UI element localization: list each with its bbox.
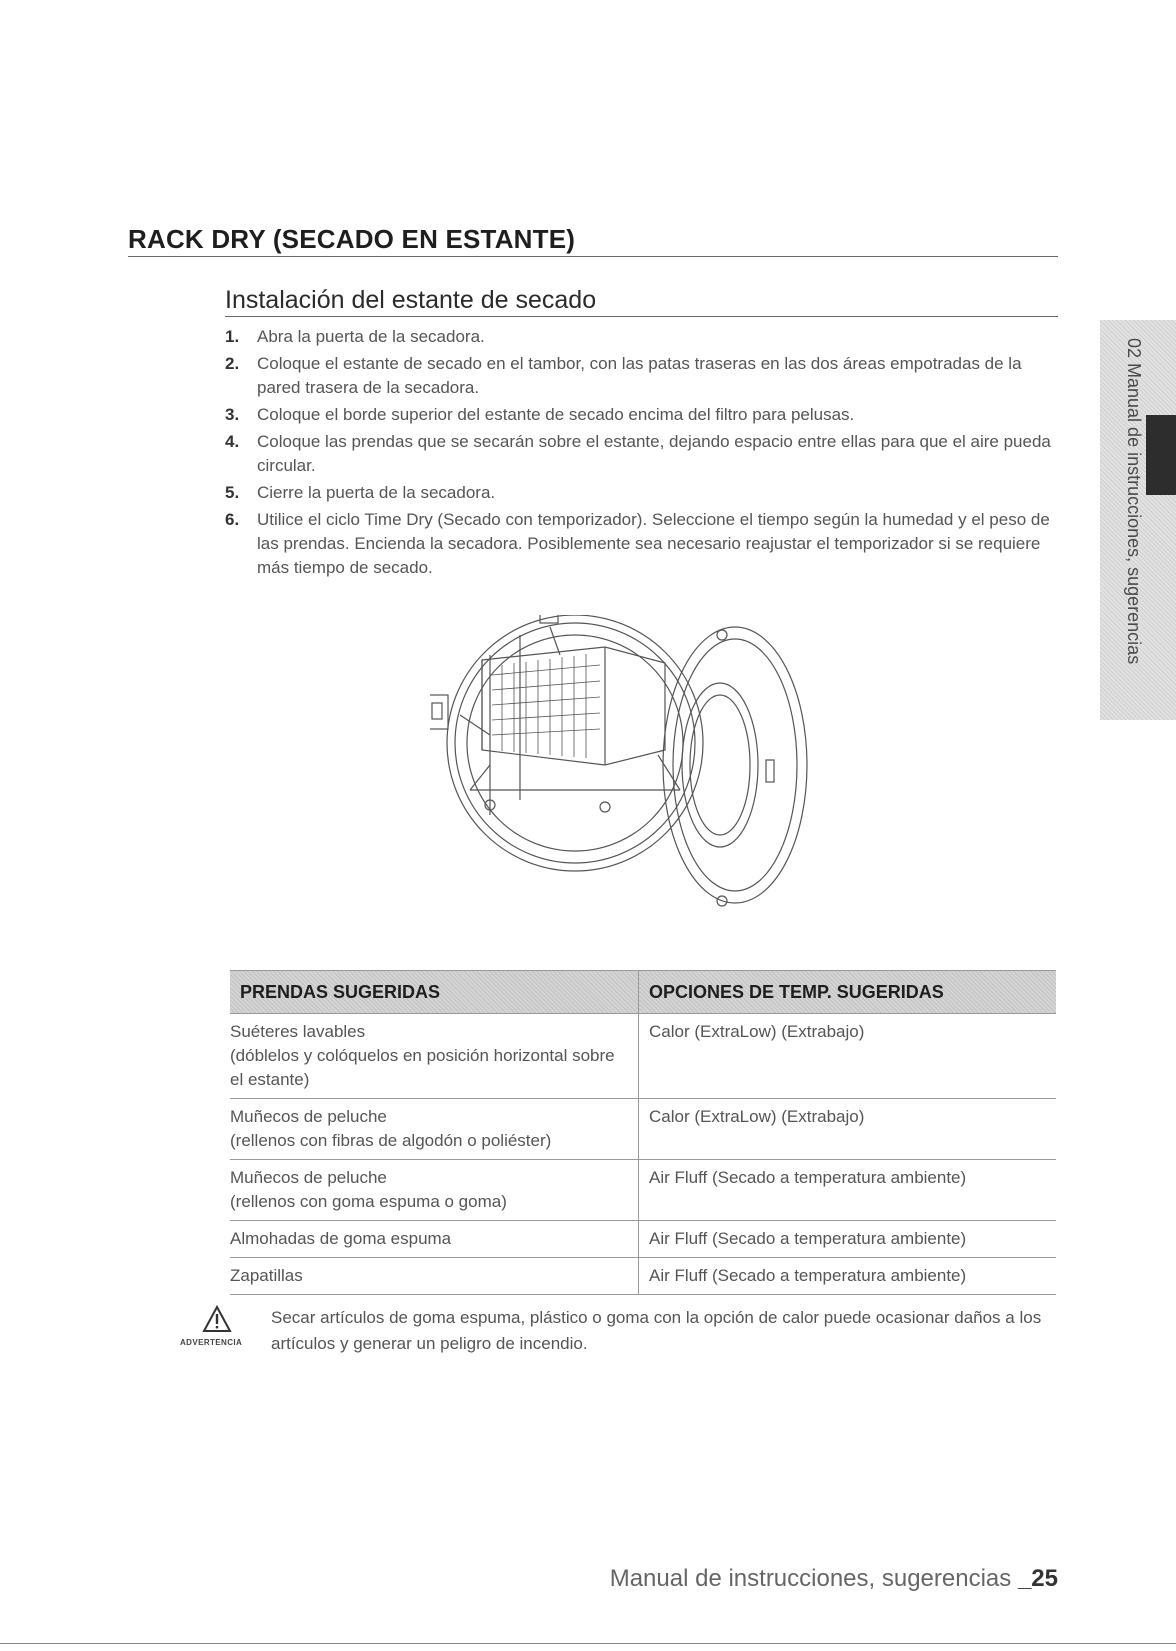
item-name: Muñecos de peluche	[230, 1168, 387, 1187]
step-number: 3.	[225, 405, 240, 424]
item-cell	[230, 1221, 639, 1258]
list-item	[225, 325, 1055, 349]
table-row	[230, 1099, 1056, 1160]
list-item	[225, 403, 1055, 427]
table-row	[230, 1258, 1056, 1295]
warning-text: Secar artículos de goma espuma, plástico o goma con la opción de calor puede ocasionar daños a los artículos y generar un peligro de incendio.	[271, 1308, 1042, 1353]
bottom-rule	[0, 1643, 1176, 1644]
chapter-side-tab	[1100, 320, 1176, 720]
step-number: 1.	[225, 327, 240, 346]
option-cell: Air Fluff (Secado a temperatura ambiente)	[639, 1221, 1057, 1258]
steps-list	[225, 325, 1055, 583]
page-number: _25	[1017, 1565, 1058, 1592]
option-cell: Calor (ExtraLow) (Extrabajo)	[639, 1014, 1057, 1099]
dryer-rack-illustration	[430, 615, 850, 915]
item-cell	[230, 1258, 639, 1295]
list-item	[225, 481, 1055, 505]
warning-label: ADVERTENCIA	[180, 1338, 243, 1347]
item-name: Suéteres lavables	[230, 1022, 366, 1041]
step-text: Utilice el ciclo Time Dry (Secado con temporizador). Seleccione el tiempo según la humedad y el peso de las prendas. Encienda la secadora. Posiblemente sea necesario reajustar el temporizador si se requiere más tiempo de secado.	[257, 510, 1050, 577]
step-text: Cierre la puerta de la secadora.	[257, 483, 496, 502]
table-row	[230, 1160, 1056, 1221]
warning-triangle-icon	[202, 1305, 232, 1333]
item-note: (rellenos con fibras de algodón o poliéster)	[230, 1131, 552, 1150]
table-row	[230, 1221, 1056, 1258]
step-text: Coloque el borde superior del estante de secado encima del filtro para pelusas.	[257, 405, 855, 424]
table-row	[230, 1014, 1056, 1099]
section-title: RACK DRY (SECADO EN ESTANTE)	[128, 224, 1058, 257]
step-number: 6.	[225, 510, 240, 529]
item-name: Zapatillas	[230, 1266, 303, 1285]
list-item	[225, 508, 1055, 580]
step-text: Abra la puerta de la secadora.	[257, 327, 485, 346]
page-footer	[610, 1565, 1058, 1593]
warning-note	[180, 1305, 1060, 1365]
item-note: (rellenos con goma espuma o goma)	[230, 1192, 507, 1211]
step-text: Coloque el estante de secado en el tambor, con las patas traseras en las dos áreas empotradas de la pared trasera de la secadora.	[257, 354, 1022, 397]
step-text: Coloque las prendas que se secarán sobre el estante, dejando espacio entre ellas para que el aire pueda circular.	[257, 432, 1051, 475]
step-number: 2.	[225, 354, 240, 373]
list-item	[225, 430, 1055, 478]
option-cell: Air Fluff (Secado a temperatura ambiente)	[639, 1258, 1057, 1295]
header-suggested-temp-options: OPCIONES DE TEMP. SUGERIDAS	[639, 971, 1057, 1014]
item-name: Muñecos de peluche	[230, 1107, 387, 1126]
step-number: 4.	[225, 432, 240, 451]
option-cell: Calor (ExtraLow) (Extrabajo)	[639, 1099, 1057, 1160]
item-cell	[230, 1160, 639, 1221]
header-suggested-items: PRENDAS SUGERIDAS	[230, 971, 639, 1014]
option-cell: Air Fluff (Secado a temperatura ambiente)	[639, 1160, 1057, 1221]
side-tab-marker	[1146, 415, 1176, 495]
side-tab-text: 02 Manual de instrucciones, sugerencias	[1124, 338, 1144, 665]
suggested-items-table	[230, 970, 1056, 1295]
step-number: 5.	[225, 483, 240, 502]
item-cell	[230, 1014, 639, 1099]
table-header-row	[230, 971, 1056, 1014]
item-name: Almohadas de goma espuma	[230, 1229, 452, 1248]
item-note: (dóblelos y colóquelos en posición horizontal sobre el estante)	[230, 1046, 615, 1089]
item-cell	[230, 1099, 639, 1160]
subsection-title: Instalación del estante de secado	[225, 285, 1058, 317]
footer-text: Manual de instrucciones, sugerencias	[609, 1565, 1018, 1592]
list-item	[225, 352, 1055, 400]
